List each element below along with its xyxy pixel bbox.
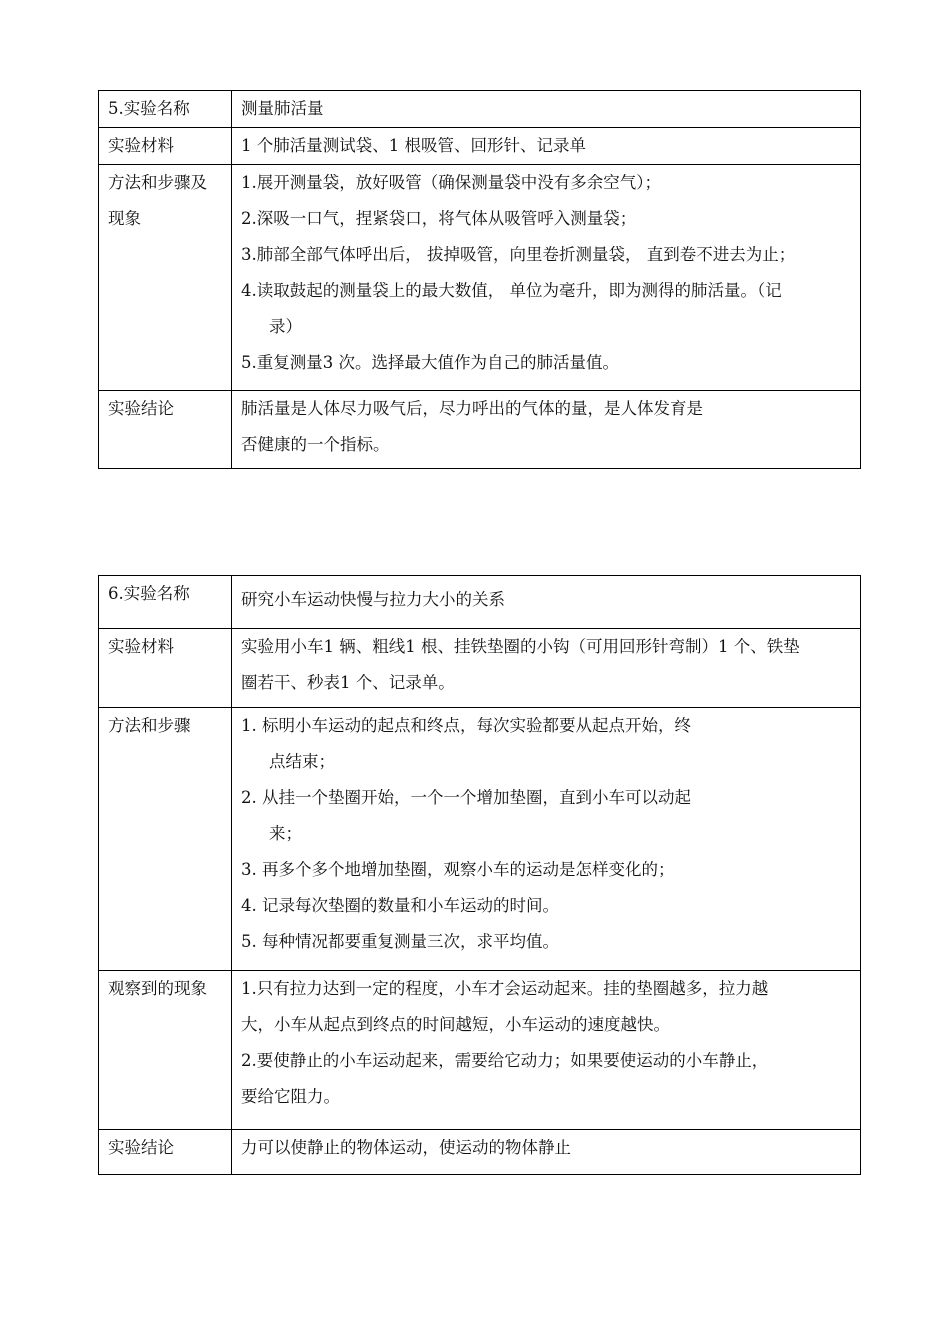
observation-line: 大，小车从起点到终点的时间越短，小车运动的速度越快。: [241, 1015, 670, 1034]
step-line: 5. 每种情况都要重复测量三次，求平均值。: [241, 932, 559, 951]
conclusion-value: [232, 391, 861, 469]
observation-line: 2.要使静止的小车运动起来，需要给它动力；如果要使运动的小车静止，: [241, 1051, 769, 1070]
step-line: 2. 从挂一个垫圈开始，一个一个增加垫圈，直到小车可以动起: [241, 788, 691, 807]
conclusion-line: 否健康的一个指标。: [241, 435, 390, 454]
materials-row: [99, 629, 861, 708]
observation-row: [99, 971, 861, 1130]
materials-line: 实验用小车1 辆、粗线1 根、挂铁垫圈的小钩（可用回形针弯制）1 个、铁垫: [241, 637, 800, 656]
method-row: [99, 165, 861, 391]
step-line: 4.读取鼓起的测量袋上的最大数值， 单位为毫升，即为测得的肺活量。（记: [241, 281, 782, 300]
experiment-name-row: [99, 91, 861, 128]
materials-value: 1 个肺活量测试袋、1 根吸管、回形针、记录单: [232, 128, 861, 165]
step-line: 5.重复测量3 次。选择最大值作为自己的肺活量值。: [241, 353, 619, 372]
step-line: 1.展开测量袋，放好吸管（确保测量袋中没有多余空气）；: [241, 173, 661, 192]
conclusion-label: 实验结论: [99, 1130, 232, 1175]
conclusion-label: 实验结论: [99, 391, 232, 469]
materials-row: [99, 128, 861, 165]
experiment-name-row: [99, 576, 861, 629]
step-line: 3. 再多个多个地增加垫圈，观察小车的运动是怎样变化的；: [241, 860, 675, 879]
experiment-name-label: 6.实验名称: [99, 576, 232, 629]
experiment-name-value: 研究小车运动快慢与拉力大小的关系: [232, 576, 861, 629]
conclusion-line: 肺活量是人体尽力吸气后，尽力呼出的气体的量，是人体发育是: [241, 399, 703, 418]
observation-label: 观察到的现象: [99, 971, 232, 1130]
step-line: 点结束；: [269, 752, 335, 771]
materials-line: 圈若干、秒表1 个、记录单。: [241, 673, 455, 692]
materials-label: 实验材料: [99, 128, 232, 165]
step-line: 4. 记录每次垫圈的数量和小车运动的时间。: [241, 896, 559, 915]
experiment-name-value: 测量肺活量: [232, 91, 861, 128]
observation-line: 1.只有拉力达到一定的程度，小车才会运动起来。挂的垫圈越多，拉力越: [241, 979, 769, 998]
experiment-6-table: [98, 575, 861, 1175]
step-line: 3.肺部全部气体呼出后， 拔掉吸管，向里卷折测量袋， 直到卷不进去为止；: [241, 245, 796, 264]
method-row: [99, 708, 861, 971]
observation-value: [232, 971, 861, 1130]
step-line: 1. 标明小车运动的起点和终点，每次实验都要从起点开始，终: [241, 716, 691, 735]
experiment-name-label: 5.实验名称: [99, 91, 232, 128]
experiment-5-table: [98, 90, 861, 469]
materials-label: 实验材料: [99, 629, 232, 708]
method-label: [99, 165, 232, 391]
step-line: 来；: [269, 824, 302, 843]
method-steps: [232, 708, 861, 971]
method-steps: [232, 165, 861, 391]
observation-line: 要给它阻力。: [241, 1087, 340, 1106]
conclusion-row: [99, 1130, 861, 1175]
method-label-line: 方法和步骤及: [108, 173, 207, 192]
step-line: 录）: [269, 317, 302, 336]
method-label: 方法和步骤: [99, 708, 232, 971]
step-line: 2.深吸一口气，捏紧袋口，将气体从吸管呼入测量袋；: [241, 209, 637, 228]
materials-value: [232, 629, 861, 708]
method-label-line: 现象: [108, 209, 141, 228]
conclusion-value: 力可以使静止的物体运动，使运动的物体静止: [232, 1130, 861, 1175]
conclusion-row: [99, 391, 861, 469]
